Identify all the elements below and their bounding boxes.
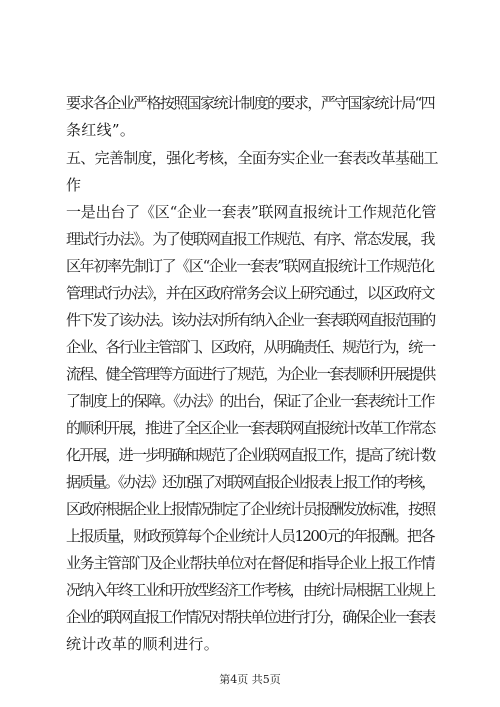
text-line: 要求各企业严格按照国家统计制度的要求，严守国家统计局“四 bbox=[66, 94, 435, 112]
text-line: 了制度上的保障。《办法》的出台，保证了企业一套表统计工作 bbox=[66, 392, 434, 410]
text-line: 理试行办法》。为了使联网直报工作规范、有序、常态发展，我 bbox=[66, 230, 434, 248]
text-line: 区年初率先制订了《区“企业一套表”联网直报统计工作规范化 bbox=[66, 257, 434, 275]
text-line: 企业的联网直报工作情况对帮扶单位进行打分，确保企业一套表 bbox=[66, 608, 435, 626]
section-heading-line: 作 bbox=[66, 176, 82, 194]
text-line: 区政府根据企业上报情况制定了企业统计员报酬发放标准，按照 bbox=[66, 500, 435, 518]
text-line: 业务主管部门及企业帮扶单位对在督促和指导企业上报工作情 bbox=[66, 554, 435, 572]
text-line: 的顺利开展，推进了全区企业一套表联网直报统计改革工作常态 bbox=[66, 419, 435, 437]
text-line: 况纳入年终工业和开放型经济工作考核，由统计局根据工业规上 bbox=[66, 581, 435, 599]
page-number-footer: 第4页 共5页 bbox=[219, 673, 281, 686]
text-line: 统计改革的顺利进行。 bbox=[66, 635, 220, 653]
text-line: 上报质量，财政预算每个企业统计人员1200元的年报酬。把各 bbox=[66, 527, 434, 545]
text-line: 条红线”。 bbox=[66, 121, 136, 139]
text-line: 流程、健全管理等方面进行了规范，为企业一套表顺利开展提供 bbox=[66, 365, 435, 383]
text-line: 一是出台了《区“企业一套表”联网直报统计工作规范化管 bbox=[66, 203, 437, 221]
text-line: 件下发了该办法。该办法对所有纳入企业一套表联网直报范围的 bbox=[66, 311, 435, 329]
text-line: 企业、各行业主管部门、区政府，从明确责任、规范行为，统一 bbox=[66, 338, 435, 356]
text-line: 管理试行办法》，并在区政府常务会议上研究通过，以区政府文 bbox=[66, 284, 434, 302]
text-line: 据质量。《办法》还加强了对联网直报企业报表上报工作的考核， bbox=[66, 473, 435, 491]
section-heading-line: 五、完善制度，强化考核，全面夯实企业一套表改革基础工 bbox=[66, 149, 438, 167]
text-line: 化开展，进一步明确和规范了企业联网直报工作，提高了统计数 bbox=[66, 446, 435, 464]
